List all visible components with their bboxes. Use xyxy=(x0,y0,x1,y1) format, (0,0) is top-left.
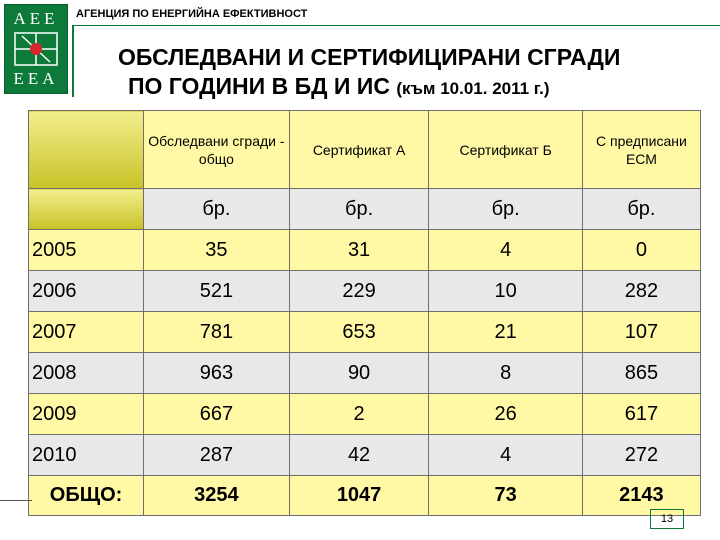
value-cell: 21 xyxy=(429,312,582,353)
total-value-cell: 3254 xyxy=(144,476,290,516)
agency-name: АГЕНЦИЯ ПО ЕНЕРГИЙНА ЕФЕКТИВНОСТ xyxy=(76,8,308,20)
value-cell: 26 xyxy=(429,394,582,435)
footer-divider xyxy=(0,500,32,501)
value-cell: 8 xyxy=(429,353,582,394)
title-line-2-main: ПО ГОДИНИ В БД И ИС xyxy=(128,73,390,99)
col-header-cert-a: Сертификат А xyxy=(289,111,429,189)
value-cell: 272 xyxy=(582,435,700,476)
value-cell: 229 xyxy=(289,271,429,312)
unit-cell: бр. xyxy=(582,189,700,230)
agency-logo xyxy=(4,4,68,94)
value-cell: 0 xyxy=(582,230,700,271)
value-cell: 617 xyxy=(582,394,700,435)
year-cell: 2008 xyxy=(29,353,144,394)
value-cell: 287 xyxy=(144,435,290,476)
table-row xyxy=(29,271,701,312)
logo-top-letters: АЕЕ xyxy=(13,9,59,28)
year-cell: 2007 xyxy=(29,312,144,353)
table-row xyxy=(29,312,701,353)
value-cell: 667 xyxy=(144,394,290,435)
value-cell: 90 xyxy=(289,353,429,394)
year-cell: 2005 xyxy=(29,230,144,271)
value-cell: 521 xyxy=(144,271,290,312)
unit-cell: бр. xyxy=(144,189,290,230)
title-line-1: ОБСЛЕДВАНИ И СЕРТИФИЦИРАНИ СГРАДИ xyxy=(118,44,621,70)
value-cell: 781 xyxy=(144,312,290,353)
col-header-esm: С предписани ЕСМ xyxy=(582,111,700,189)
header-vertical-divider xyxy=(72,25,74,97)
value-cell: 31 xyxy=(289,230,429,271)
total-label-cell: ОБЩО: xyxy=(29,476,144,516)
table-header-row xyxy=(29,111,701,189)
year-cell: 2010 xyxy=(29,435,144,476)
title-as-of-date: (към 10.01. 2011 г.) xyxy=(396,79,550,98)
unit-cell: бр. xyxy=(289,189,429,230)
value-cell: 35 xyxy=(144,230,290,271)
value-cell: 653 xyxy=(289,312,429,353)
value-cell: 107 xyxy=(582,312,700,353)
logo-emblem-icon xyxy=(14,32,58,66)
year-cell: 2006 xyxy=(29,271,144,312)
col-header-surveyed: Обследвани сгради - общо xyxy=(144,111,290,189)
value-cell: 10 xyxy=(429,271,582,312)
total-value-cell: 1047 xyxy=(289,476,429,516)
table-row xyxy=(29,353,701,394)
value-cell: 282 xyxy=(582,271,700,312)
value-cell: 4 xyxy=(429,230,582,271)
table-row xyxy=(29,230,701,271)
total-value-cell: 73 xyxy=(429,476,582,516)
buildings-table xyxy=(28,110,701,516)
page-title xyxy=(118,43,620,103)
logo-bottom-letters: ЕЕА xyxy=(13,69,59,88)
value-cell: 2 xyxy=(289,394,429,435)
year-cell: 2009 xyxy=(29,394,144,435)
col-header-cert-b: Сертификат Б xyxy=(429,111,582,189)
value-cell: 42 xyxy=(289,435,429,476)
table-total-row xyxy=(29,476,701,516)
header-divider xyxy=(72,25,720,26)
table-row xyxy=(29,394,701,435)
table-units-row xyxy=(29,189,701,230)
value-cell: 4 xyxy=(429,435,582,476)
value-cell: 963 xyxy=(144,353,290,394)
unit-cell: бр. xyxy=(429,189,582,230)
total-value-cell: 2143 xyxy=(582,476,700,516)
page-number: 13 xyxy=(650,509,684,529)
header-corner-cell xyxy=(29,111,144,189)
value-cell: 865 xyxy=(582,353,700,394)
units-corner-cell xyxy=(29,189,144,230)
table-row xyxy=(29,435,701,476)
title-line-2 xyxy=(118,72,620,103)
